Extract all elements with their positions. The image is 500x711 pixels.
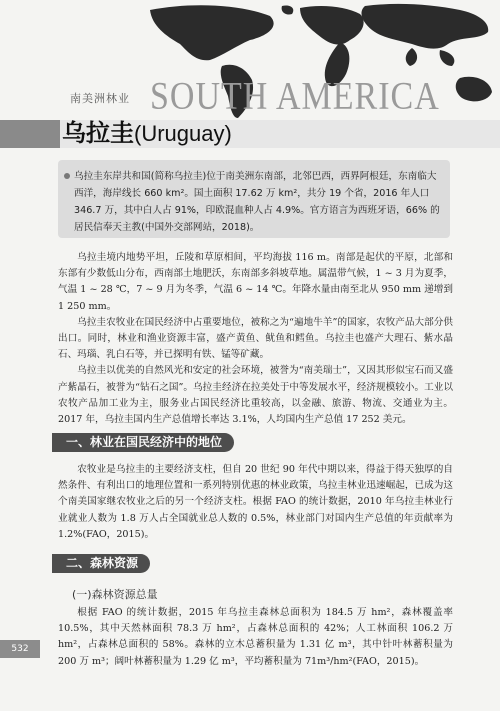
header-map-band [0,0,500,122]
continent-title: SOUTH AMERICA [150,75,440,118]
section-heading-2: 二、森林资源 [58,554,150,573]
overview-section [58,250,453,428]
overview-paragraph: 乌拉圭农牧业在国民经济中占重要地位，被称之为“遍地牛羊”的国家，农牧产品大部分供出口。同时，林业和渔业资源丰富，盛产黄鱼、鱿鱼和鳕鱼。乌拉圭也盛产大理石、紫水晶石、玛瑙、乳白石等，并已探明有铁、锰等矿藏。 [58,316,453,361]
overview-paragraph: 乌拉圭境内地势平坦，丘陵和草原相间，平均海拔 116 m。南部是起伏的平原，北部和东部有少数低山分布，西南部土地肥沃，东南部多斜坡草地。属温带气候，1 ~ 3 月为夏季，气温 1 ~ 28 ℃，7 ~ 9 月为冬季，气温 6 ~ 14 ℃。年降水量由南至北从 950 mm 递增到 1 250 mm。 [58,252,453,312]
page-number: 532 [0,640,40,658]
section-1-body [58,462,453,543]
overview-paragraph: 乌拉圭以优美的自然风光和安定的社会环境，被誉为“南美瑞士”，又因其形似宝石而又盛产紫晶石，被誉为“钻石之国”。乌拉圭经济在拉美处于中等发展水平，经济规模较小。工业以农牧产品加工业为主，服务业占国民经济比重较高，以金融、旅游、物流、交通业为主。2017 年，乌拉圭国内生产总值增长率达 3.1%，人均国内生产总值 17 252 美元。 [58,365,453,426]
country-name-cn: 乌拉圭 [62,119,134,147]
section-2-paragraph: 根据 FAO 的统计数据，2015 年乌拉圭森林总面积为 184.5 万 hm²，森林覆盖率 10.5%，其中天然林面积 78.3 万 hm²，占森林总面积的 42%；人工林面积 106.2 万 hm²，占森林总面积的 58%。森林的立木总蓄积量为 1.31 亿 m³，其中针叶林蓄积量为 200 万 m³；阔叶林蓄积量为 1.29 亿 m³，平均蓄积量为 71m³/hm²(FAO，2015)。 [58,607,453,667]
intro-box [58,160,450,238]
section-1-paragraph: 农牧业是乌拉圭的主要经济支柱，但自 20 世纪 90 年代中期以来，得益于得天独厚的自然条件、有利出口的地理位置和一系列特别优惠的林业政策，乌拉圭林业迅速崛起，已成为这个南美国家继农牧业之后的另一个经济支柱。根据 FAO 的统计数据，2010 年乌拉圭林业行业就业人数为 1.8 万人占全国就业总人数的 0.5%，林业部门对国内生产总值的年贡献率为 1.2%(FAO，2015)。 [58,464,453,540]
country-title [62,113,232,148]
section-heading-1: 一、林业在国民经济中的地位 [58,433,234,452]
intro-text: 乌拉圭东岸共和国(简称乌拉圭)位于南美洲东南部，北邻巴西，西界阿根廷，东南临大西洋，海岸线长 660 km²。国土面积 17.62 万 km²，共分 19 个省，2016 年人口 346.7 万，其中白人占 91%，印欧混血种人占 4.9%。官方语言为西班牙语，66% 的居民信奉天主教(中国外交部网站，2018)。 [74,171,440,233]
subsection-heading: (一)森林资源总量 [72,588,158,601]
country-name-latin: (Uruguay) [134,121,232,146]
section-2-body [58,605,453,670]
title-stripe [0,120,60,148]
section-tag: 南美洲林业 [70,92,130,105]
bullet-dot-icon [64,173,70,179]
